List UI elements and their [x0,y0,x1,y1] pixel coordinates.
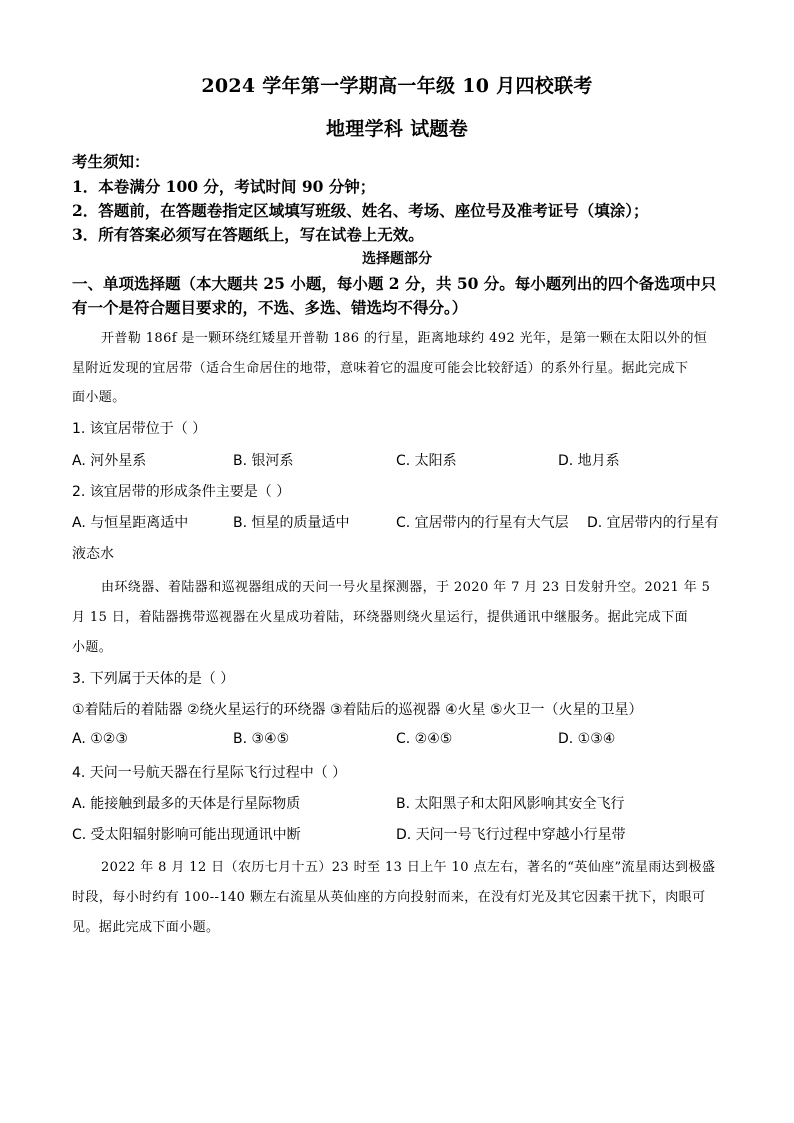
exam-subtitle: 地理学科 试题卷 [325,118,468,140]
q4-option-c: C. 受太阳辐射影响可能出现通讯中断 [72,827,301,843]
q2-option-b: B. 恒星的质量适中 [233,515,350,531]
q2-stem: 2. 该宜居带的形成条件主要是（ ） [72,484,291,500]
passage3-line-1: 2022 年 8 月 12 日（农历七月十五）23 时至 13 日上午 10 点左右，著名的“英仙座”流星雨达到极盛 [101,860,716,875]
passage1-line-2: 星附近发现的宜居带（适合生命居住的地带，意味着它的温度可能会比较舒适）的系外行星。据此完成下 [72,361,689,376]
exam-title: 2024 学年第一学期高一年级 10 月四校联考 [201,75,593,97]
notice-item-2: 2．答题前，在答题卷指定区域填写班级、姓名、考场、座位号及准考证号（填涂）； [72,201,649,220]
passage1-line-3: 面小题。 [72,390,126,405]
q3-stem: 3. 下列属于天体的是（ ） [72,671,235,687]
notice-item-3: 3．所有答案必须写在答题纸上，写在试卷上无效。 [72,225,424,244]
passage2-line-3: 小题。 [72,640,113,655]
q3-option-b: B. ③④⑤ [233,731,290,747]
passage3-line-2: 时段，每小时约有 100--140 颗左右流星从英仙座的方向投射而来，在没有灯光及其它因素干扰下，肉眼可 [72,890,706,905]
q1-option-b: B. 银河系 [233,453,294,469]
q4-option-a: A. 能接触到最多的天体是行星际物质 [72,796,301,812]
q3-list: ①着陆后的着陆器 ②绕火星运行的环绕器 ③着陆后的巡视器 ④火星 ⑤火卫一（火星的卫星） [72,702,643,718]
q1-option-c: C. 太阳系 [396,453,457,469]
passage1-line-1: 开普勒 186f 是一颗环绕红矮星开普勒 186 的行星，距离地球约 492 光年，是第一颗在太阳以外的恒 [101,331,708,346]
q1-option-a: A. 河外星系 [72,453,147,469]
passage2-line-2: 月 15 日，着陆器携带巡视器在火星成功着陆，环绕器则绕火星运行，提供通讯中继服务。据此完成下面 [72,610,689,625]
section-label: 选择题部分 [362,251,432,267]
q3-option-d: D. ①③④ [558,731,616,747]
section-instruction-line-2: 有一个是符合题目要求的，不选、多选、错选均不得分。） [72,298,468,317]
q4-option-d: D. 天问一号飞行过程中穿越小行星带 [396,827,626,843]
q3-option-a: A. ①②③ [72,731,128,747]
passage2-line-1: 由环绕器、着陆器和巡视器组成的天问一号火星探测器，于 2020 年 7 月 23 日发射升空。2021 年 5 [101,580,711,595]
notice-item-1: 1．本卷满分 100 分，考试时间 90 分钟； [72,177,376,196]
notice-heading: 考生须知： [72,152,150,171]
q1-option-d: D. 地月系 [558,453,620,469]
q2-option-c: C. 宜居带内的行星有大气层 [396,515,569,531]
q4-stem: 4. 天问一号航天器在行星际飞行过程中（ ） [72,765,347,781]
passage3-line-3: 见。据此完成下面小题。 [72,920,220,935]
q3-option-c: C. ②④⑤ [396,731,453,747]
q4-option-b: B. 太阳黑子和太阳风影响其安全飞行 [396,796,625,812]
q2-option-d: D. 宜居带内的行星有 [587,515,719,531]
q2-option-d-wrap: 液态水 [72,546,114,562]
section-instruction-line-1: 一、单项选择题（本大题共 25 小题，每小题 2 分，共 50 分。每小题列出的四个备选项中只 [72,274,717,293]
q1-stem: 1. 该宜居带位于（ ） [72,421,207,437]
q2-option-a: A. 与恒星距离适中 [72,515,189,531]
